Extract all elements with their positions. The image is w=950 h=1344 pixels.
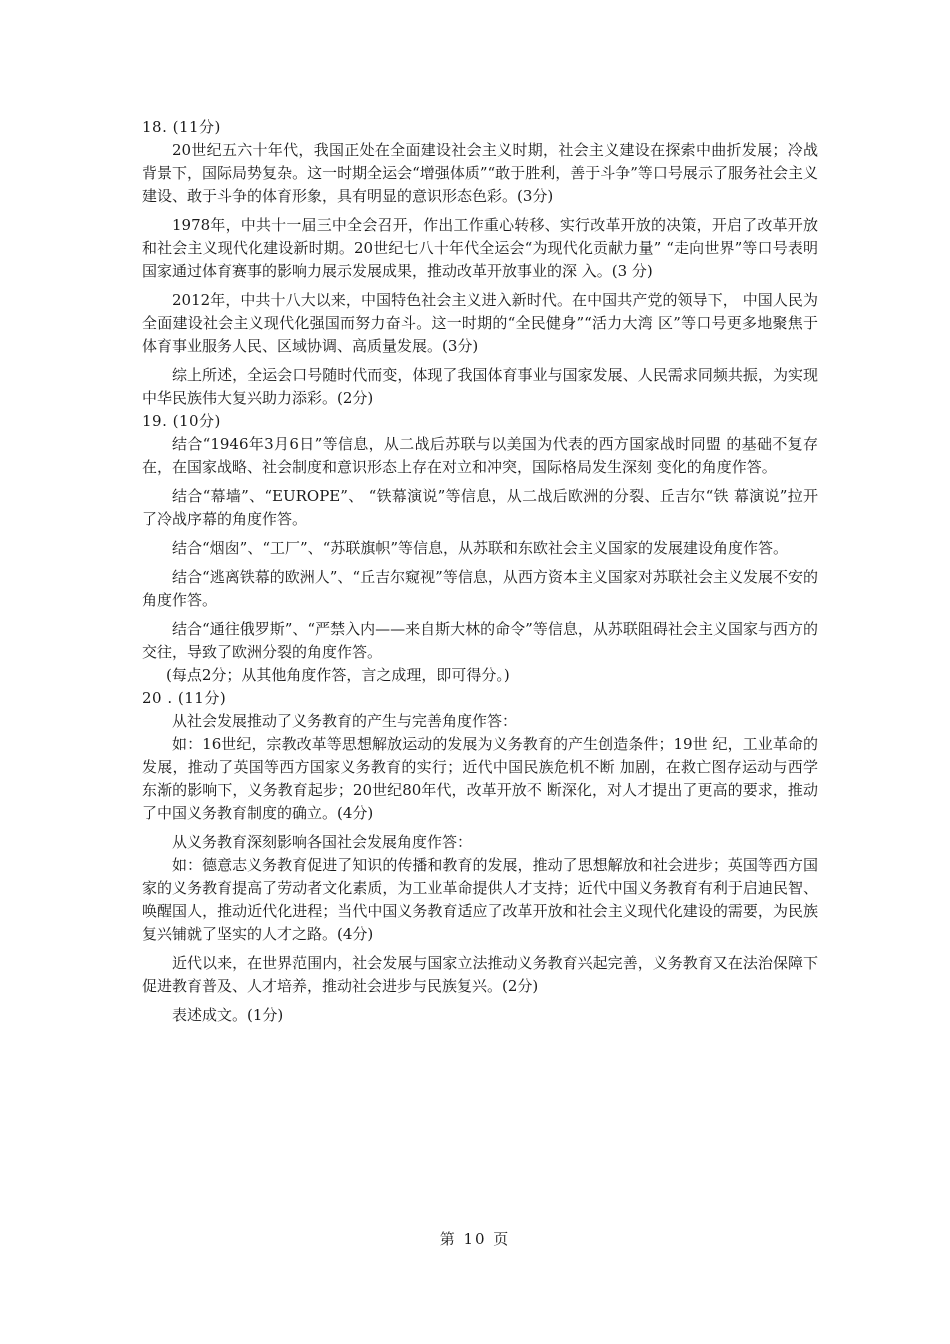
q19-paragraph-2: 结合“幕墙”、“EUROPE”、 “铁幕演说”等信息，从二战后欧洲的分裂、丘吉尔“铁 幕演说”拉开了冷战序幕的角度作答。 — [142, 487, 818, 528]
question-19-heading: 19. (10分) — [142, 412, 221, 430]
q19-paragraph-3: 结合“烟囱”、“工厂”、“苏联旗帜”等信息，从苏联和东欧社会主义国家的发展建设角度作答。 — [172, 539, 789, 557]
question-20-heading: 20 . (11分) — [142, 689, 227, 707]
q18-paragraph-1: 20世纪五六十年代，我国正处在全面建设社会主义时期，社会主义建设在探索中曲折发展；冷战背景下，国际局势复杂。这一时期全运会“增强体质”“敢于胜利，善于斗争”等口号展示了服务社会主义建设、敢于斗争的体育形象，具有明显的意识形态色彩。(3分) — [142, 141, 818, 205]
q19-paragraph-1: 结合“1946年3月6日”等信息，从二战后苏联与以美国为代表的西方国家战时同盟 的基础不复存在，在国家战略、社会制度和意识形态上存在对立和冲突，国际格局发生深刻 变化的角度作答。 — [142, 435, 818, 476]
q20-paragraph-5: 近代以来，在世界范围内，社会发展与国家立法推动义务教育兴起完善，义务教育又在法治保障下促进教育普及、人才培养，推动社会进步与民族复兴。(2分) — [142, 954, 818, 995]
question-18-heading: 18. (11分) — [142, 118, 221, 136]
q18-paragraph-4: 综上所述，全运会口号随时代而变，体现了我国体育事业与国家发展、人民需求同频共振，为实现中华民族伟大复兴助力添彩。(2分) — [142, 366, 818, 407]
q19-paragraph-5: 结合“通往俄罗斯”、“严禁入内——来自斯大林的命令”等信息，从苏联阻碍社会主义国家与西方的交往，导致了欧洲分裂的角度作答。 — [142, 620, 818, 661]
question-19 — [142, 410, 818, 687]
q19-scoring-note: (每点2分；从其他角度作答，言之成理，即可得分。) — [166, 666, 510, 684]
q20-paragraph-6: 表述成文。(1分) — [172, 1006, 284, 1024]
q19-paragraph-4: 结合“逃离铁幕的欧洲人”、“丘吉尔窥视”等信息，从西方资本主义国家对苏联社会主义发展不安的角度作答。 — [142, 568, 818, 609]
answer-content — [142, 116, 818, 1033]
q18-paragraph-3: 2012年，中共十八大以来，中国特色社会主义进入新时代。在中国共产党的领导下， 中国人民为全面建设社会主义现代化强国而努力奋斗。这一时期的“全民健身”“活力大湾 区”等口号更多地聚焦于体育事业服务人民、区域协调、高质量发展。(3分) — [142, 291, 818, 355]
q18-paragraph-2: 1978年，中共十一届三中全会召开，作出工作重心转移、实行改革开放的决策，开启了改革开放和社会主义现代化建设新时期。20世纪七八十年代全运会“为现代化贡献力量” “走向世界”等口号表明国家通过体育赛事的影响力展示发展成果，推动改革开放事业的深 入。(3 分) — [142, 216, 818, 280]
question-18 — [142, 116, 818, 410]
q20-paragraph-2: 如：16世纪，宗教改革等思想解放运动的发展为义务教育的产生创造条件；19世 纪，工业革命的发展，推动了英国等西方国家义务教育的实行；近代中国民族危机不断 加剧，在救亡图存运动与西学东渐的影响下，义务教育起步；20世纪80年代，改革开放不 断深化，对人才提出了更高的要求，推动了中国义务教育制度的确立。(4分) — [142, 735, 818, 822]
question-20 — [142, 687, 818, 1027]
page-number: 第 10 页 — [439, 1230, 511, 1248]
q20-paragraph-4: 如：德意志义务教育促进了知识的传播和教育的发展，推动了思想解放和社会进步；英国等西方国家的义务教育提高了劳动者文化素质，为工业革命提供人才支持；近代中国义务教育有利于启迪民智、唤醒国人，推动近代化进程；当代中国义务教育适应了改革开放和社会主义现代化建设的需要，为民族复兴铺就了坚实的人才之路。(4分) — [142, 856, 818, 943]
q20-paragraph-3: 从义务教育深刻影响各国社会发展角度作答： — [172, 833, 473, 851]
q20-paragraph-1: 从社会发展推动了义务教育的产生与完善角度作答： — [172, 712, 518, 730]
